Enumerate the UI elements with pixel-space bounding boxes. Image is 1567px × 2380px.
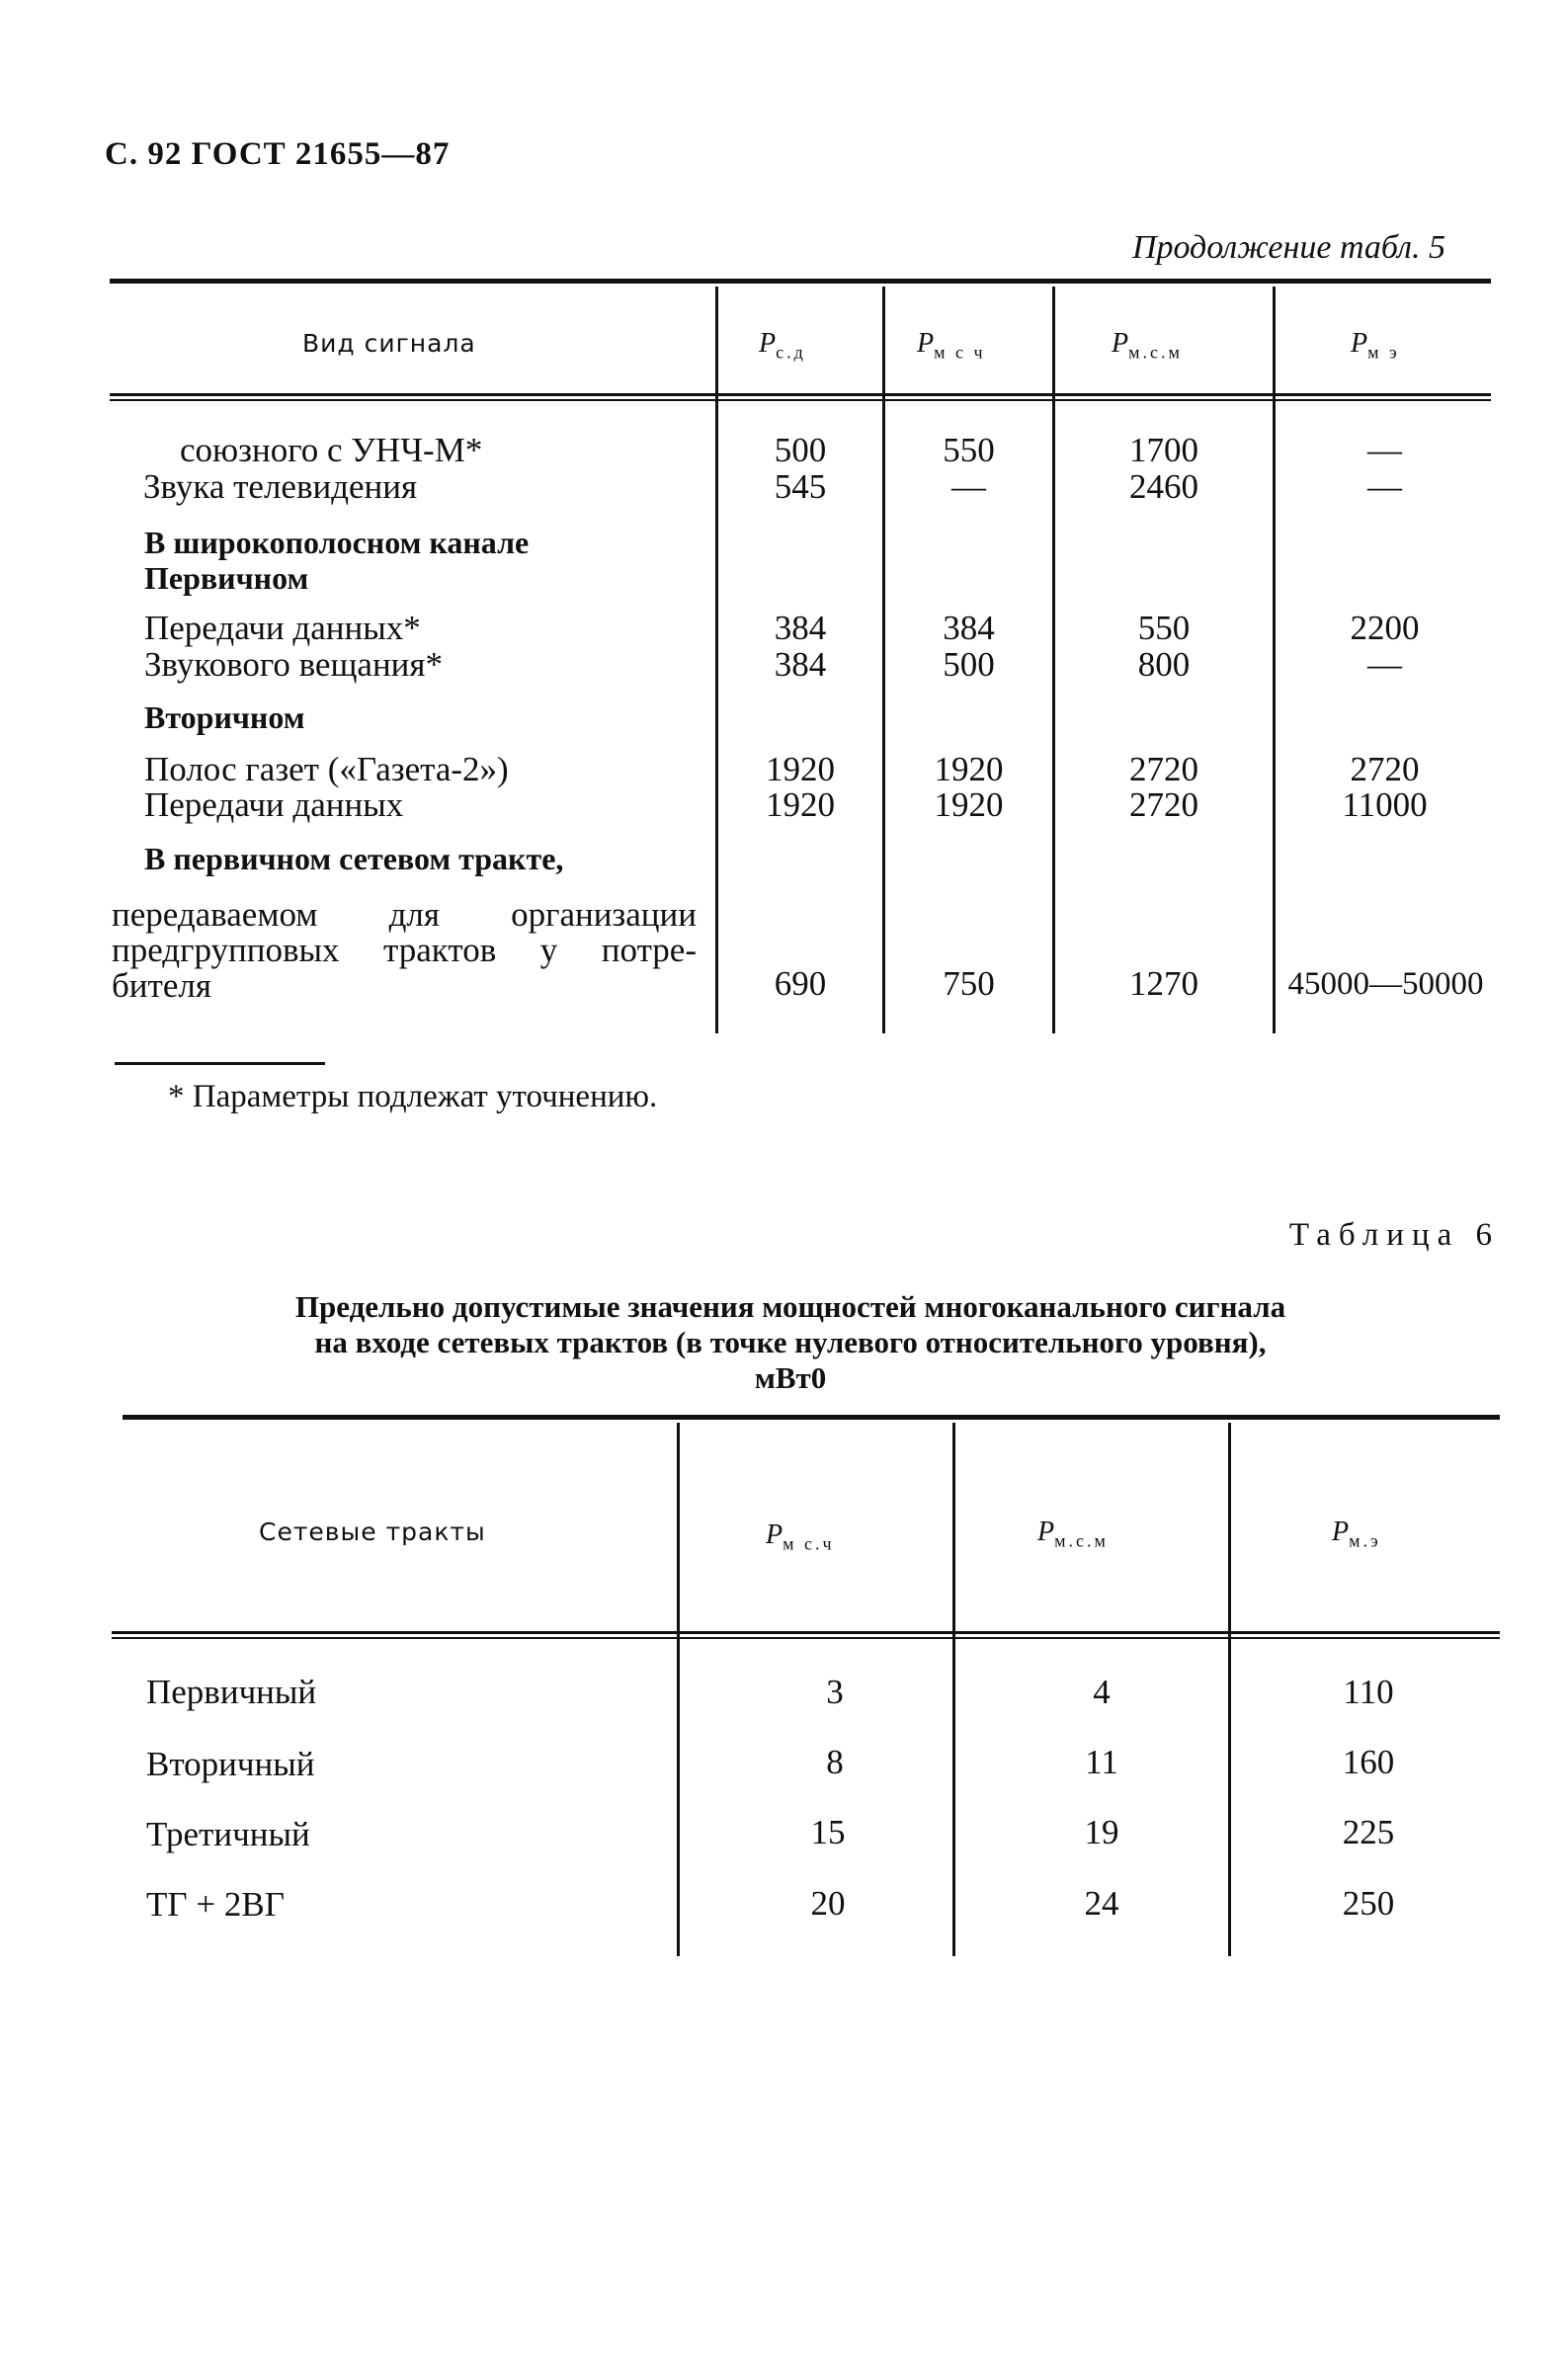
table5-row-label: Звука телевидения [143,467,418,506]
table6-top-rule [123,1415,1500,1420]
table5-cell: 690 [774,964,827,1003]
table5-cell: 11000 [1342,785,1428,824]
table5-cell: — [1367,467,1402,506]
table6-cell: 110 [1343,1673,1394,1711]
table5-cell: 800 [1137,645,1191,684]
table6-cell: 8 [826,1743,844,1781]
table6-row-label: Первичный [146,1673,317,1711]
table5-cell: 1920 [766,750,835,788]
table5-cell: 2720 [1350,750,1420,788]
table6-cell: 4 [1093,1673,1111,1711]
table5-cell: 545 [774,467,827,506]
table5-row-label: Передачи данных* [144,609,421,647]
table5-header-signal: Вид сигнала [302,329,476,358]
table5-header-p-msm: $P_{м.с.м}$ [1112,328,1183,363]
table5-section-heading: Вторичном [144,699,305,735]
table6-number: Таблица 6 [1288,1217,1500,1253]
table5-row-label: предгрупповых трактов у потре- [112,931,697,969]
table5-section-heading: Первичном [144,560,309,596]
table6-cell: 19 [1084,1813,1119,1851]
table6-title-line: мВт0 [754,1360,827,1395]
table6-cell: 225 [1342,1813,1395,1851]
table5-section-heading: В широкополосном канале [144,525,530,560]
table-continuation-label: Продолжение табл. 5 [1131,229,1445,266]
table5-section-heading: В первичном сетевом тракте, [144,841,564,876]
table6-col-divider [952,1423,955,1956]
table6-cell: 11 [1085,1743,1118,1781]
table5-cell: 1920 [934,785,1004,824]
table6-cell: 20 [810,1884,846,1923]
table5-cell: 1920 [766,785,835,824]
table5-cell: 1270 [1129,964,1198,1003]
table6-header-rule [112,1637,1500,1639]
table5-cell: 750 [943,964,995,1003]
table5-cell: 384 [774,645,827,684]
table5-header-rule [110,399,1491,401]
table5-cell: — [1367,431,1402,469]
table5-cell: 1700 [1129,431,1198,469]
table5-row-label: Передачи данных [144,785,404,824]
table5-header-rule [110,393,1491,396]
table6-header-tracts: Сетевые тракты [259,1518,486,1546]
table6-cell: 15 [810,1813,846,1851]
table5-row-label: Полос газет («Газета-2») [144,750,509,788]
table6-header-p-me: $P_{м.э}$ [1332,1517,1381,1551]
table5-header-p-me: $P_{м э}$ [1351,328,1400,363]
table5-cell: 550 [943,431,995,469]
table5-header-p-msch: $P_{м с ч}$ [917,328,986,363]
table6-row-label: Вторичный [146,1745,315,1783]
table6-cell: 250 [1342,1884,1395,1923]
table5-cell: 2460 [1129,467,1198,506]
table6-col-divider [1228,1423,1231,1956]
table6-row-label: ТГ + 2ВГ [146,1885,285,1924]
table5-cell: 500 [943,645,995,684]
table5-cell: — [1367,645,1402,684]
table5-cell: — [951,467,986,506]
table6-header-p-msm: $P_{м.с.м}$ [1037,1517,1109,1551]
table5-cell: 2720 [1129,750,1198,788]
table6-title [148,1289,1433,1396]
footnote-rule [115,1062,325,1065]
table5-row-label: бителя [112,966,211,1005]
table6-title-line: Предельно допустимые значения мощностей многоканального сигнала [294,1289,1286,1324]
table5-cell: 45000—50000 [1287,966,1484,1002]
table5-row-label: союзного с УНЧ-М* [180,431,483,469]
table5-cell: 2200 [1350,609,1420,647]
table5-top-rule [110,279,1491,284]
table5-header-p-sd: $P_{с.д}$ [759,328,806,363]
table5-row-label: Звукового вещания* [144,645,444,684]
table6-cell: 160 [1342,1743,1395,1781]
table5-cell: 384 [774,609,827,647]
table5-cell: 2720 [1129,785,1198,824]
table6-header-rule [112,1631,1500,1634]
table6-row-label: Третичный [146,1815,310,1853]
table6-col-divider [677,1423,680,1956]
table5-cell: 550 [1137,609,1191,647]
table5-cell: 500 [774,431,827,469]
table5-row-label: передаваемом для организации [112,895,697,934]
table6-cell: 3 [826,1673,844,1711]
page-header: С. 92 ГОСТ 21655—87 [105,136,451,172]
footnote: * Параметры подлежат уточнению. [168,1079,658,1114]
table6-title-line: на входе сетевых трактов (в точке нулевого относительного уровня), [314,1325,1267,1359]
table5-cell: 384 [943,609,995,647]
table6-header-p-msch: $P_{м с.ч}$ [766,1519,835,1554]
table5-cell: 1920 [934,750,1004,788]
table6-cell: 24 [1084,1884,1119,1923]
